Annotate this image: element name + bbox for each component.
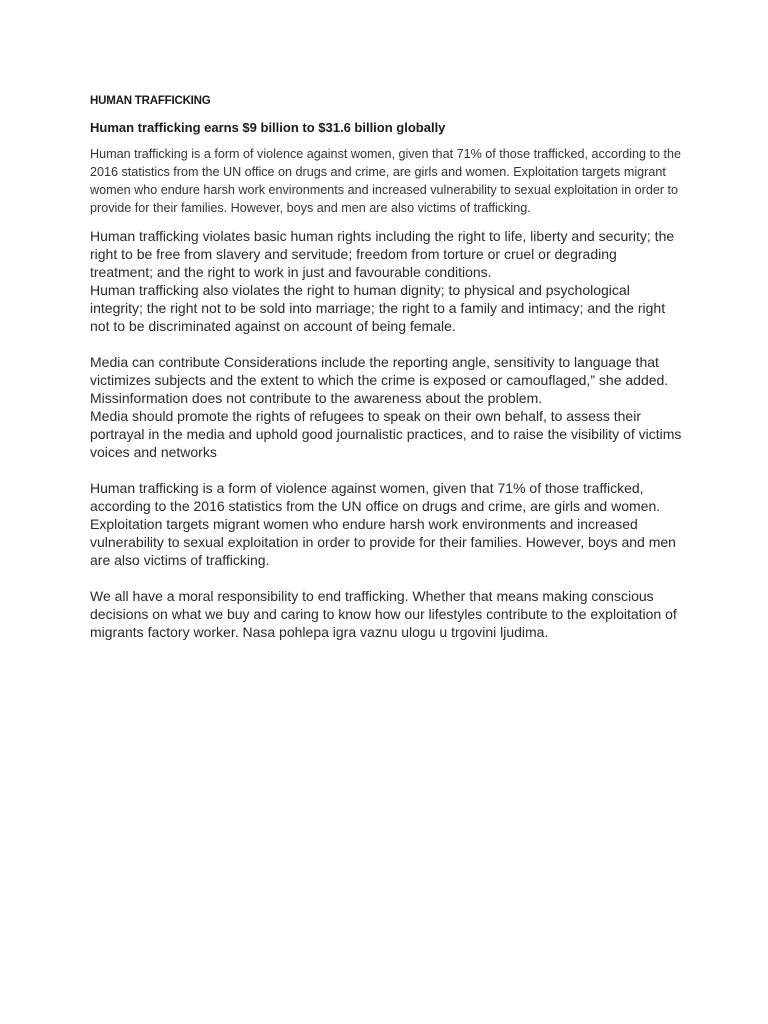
document-page (90, 93, 682, 641)
spacer (90, 569, 682, 587)
responsibility-paragraph: We all have a moral responsibility to end trafficking. Whether that means making conscious decisions on what we buy and caring to know how our lifestyles contribute to the exploitation of migrants factory worker. Nasa pohlepa igra vaznu ulogu u trgovini ljudima. (90, 588, 677, 640)
refugees-paragraph: Media should promote the rights of refugees to speak on their own behalf, to assess their portrayal in the media and uphold good journalistic practices, and to raise the visibility of victims voices and networks (90, 408, 682, 460)
intro-paragraph: Human trafficking is a form of violence against women, given that 71% of those trafficked, according to the 2016 statistics from the UN office on drugs and crime, are girls and women. Exploitation targets migrant women who endure harsh work environments and increased vulnerability to sexual exploitation in order to provide for their families. However, boys and men are also victims of trafficking. (90, 147, 682, 215)
media-paragraph: Media can contribute Considerations include the reporting angle, sensitivity to language that victimizes subjects and the extent to which the crime is exposed or camouflaged,” she added. (90, 354, 669, 388)
rights-paragraph: Human trafficking violates basic human rights including the right to life, liberty and security; the right to be free from slavery and servitude; freedom from torture or cruel or degrading treatment; and the right to work in just and favourable conditions. (90, 228, 675, 280)
spacer (90, 335, 682, 353)
misinformation-paragraph: Missinformation does not contribute to the awareness about the problem. (90, 390, 543, 406)
spacer (90, 461, 682, 479)
violence-paragraph: Human trafficking is a form of violence against women, given that 71% of those trafficked, according to the 2016 statistics from the UN office on drugs and crime, are girls and women. Exploitation targets migrant women who endure harsh work environments and increased vulnerability to sexual exploitation in order to provide for their families. However, boys and men are also victims of trafficking. (90, 480, 676, 568)
dignity-paragraph: Human trafficking also violates the right to human dignity; to physical and psychological integrity; the right not to be sold into marriage; the right to a family and intimacy; and the right not to be discriminated against on account of being female. (90, 282, 666, 334)
document-subtitle: Human trafficking earns $9 billion to $31.6 billion globally (90, 120, 446, 135)
document-title: HUMAN TRAFFICKING (90, 95, 211, 107)
